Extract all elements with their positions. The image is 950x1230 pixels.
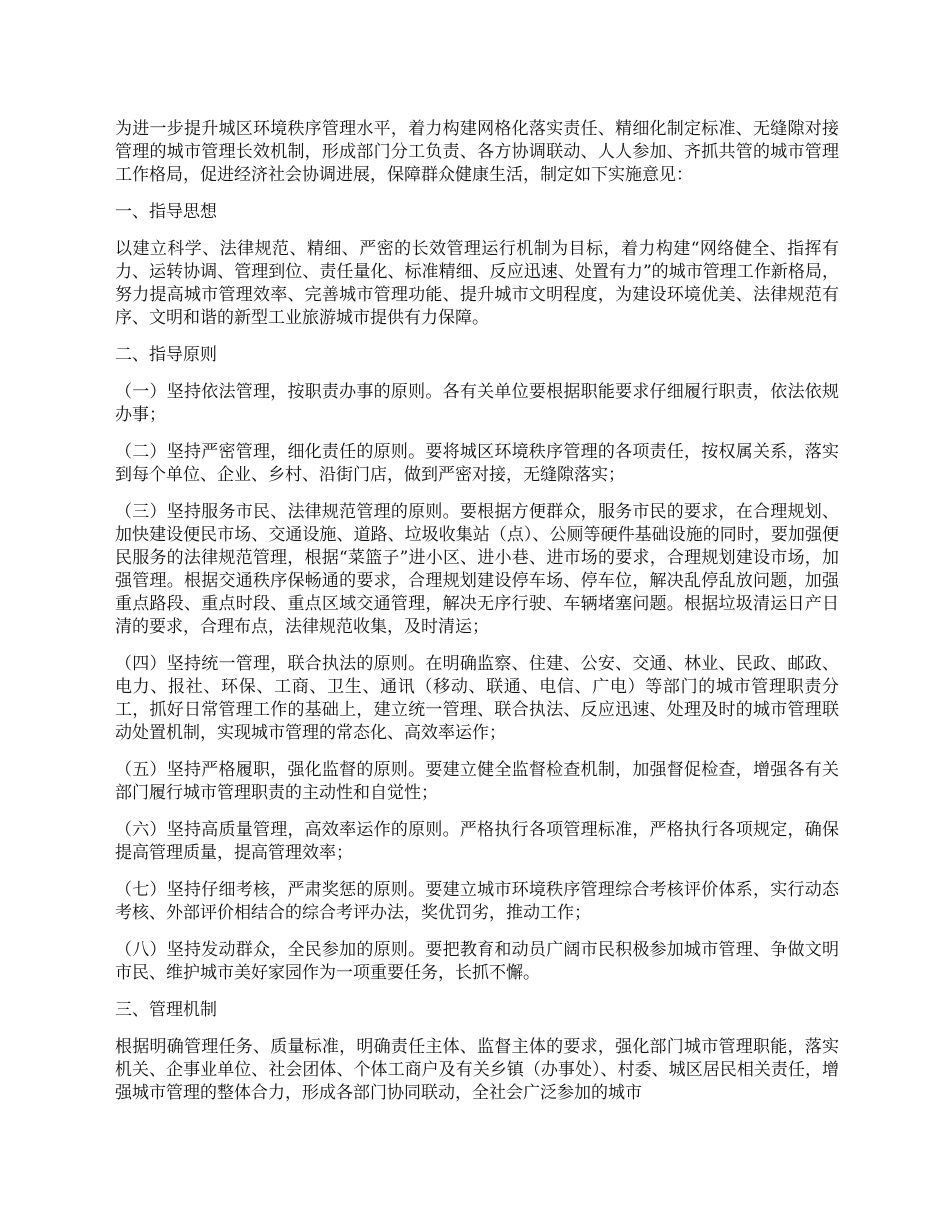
principle-8-paragraph: （八）坚持发动群众，全民参加的原则。要把教育和动员广阔市民积极参加城市管理、争做文明市民、维护城市美好家园作为一项重要任务，长抓不懈。: [115, 940, 839, 983]
section-heading-management-mechanism: 三、管理机制: [115, 1000, 217, 1020]
principle-2-paragraph: （二）坚持严密管理，细化责任的原则。要将城区环境秩序管理的各项责任，按权属关系，落实到每个单位、企业、乡村、沿街门店，做到严密对接，无缝隙落实；: [115, 442, 839, 485]
intro-paragraph: 为进一步提升城区环境秩序管理水平，着力构建网格化落实责任、精细化制定标准、无缝隙对接管理的城市管理长效机制，形成部门分工负责、各方协调联动、人人参加、齐抓共管的城市管理工作格局，促进经济社会协调进展，保障群众健康生活，制定如下实施意见：: [115, 119, 839, 185]
section-heading-guiding-ideology: 一、指导思想: [115, 202, 217, 222]
management-mechanism-paragraph: 根据明确管理任务、质量标准，明确责任主体、监督主体的要求，强化部门城市管理职能，落实机关、企事业单位、社会团体、个体工商户及有关乡镇（办事处）、村委、城区居民相关责任，增强城市管理的整体合力，形成各部门协同联动，全社会广泛参加的城市: [115, 1037, 839, 1103]
document-body: [115, 118, 839, 1119]
principle-1-paragraph: （一）坚持依法管理，按职责办事的原则。各有关单位要根据职能要求仔细履行职责，依法依规办事；: [115, 382, 839, 425]
section-heading-guiding-principles: 二、指导原则: [115, 345, 217, 365]
guiding-ideology-paragraph: 以建立科学、法律规范、精细、严密的长效管理运行机制为目标，着力构建“网络健全、指挥有力、运转协调、管理到位、责任量化、标准精细、反应迅速、处置有力”的城市管理工作新格局，努力提高城市管理效率、完善城市管理功能、提升城市文明程度，为建设环境优美、法律规范有序、文明和谐的新型工业旅游城市提供有力保障。: [115, 239, 839, 328]
principle-4-paragraph: （四）坚持统一管理，联合执法的原则。在明确监察、住建、公安、交通、林业、民政、邮政、电力、报社、环保、工商、卫生、通讯（移动、联通、电信、广电）等部门的城市管理职责分工，抓好日常管理工作的基础上，建立统一管理、联合执法、反应迅速、处理及时的城市管理联动处置机制，实现城市管理的常态化、高效率运作；: [115, 654, 839, 743]
principle-6-paragraph: （六）坚持高质量管理，高效率运作的原则。严格执行各项管理标准，严格执行各项规定，确保提高管理质量，提高管理效率；: [115, 820, 839, 863]
principle-7-paragraph: （七）坚持仔细考核，严肃奖惩的原则。要建立城市环境秩序管理综合考核评价体系，实行动态考核、外部评价相结合的综合考评办法，奖优罚劣，推动工作；: [115, 880, 839, 923]
principle-5-paragraph: （五）坚持严格履职，强化监督的原则。要建立健全监督检查机制，加强督促检查，增强各有关部门履行城市管理职责的主动性和自觉性；: [115, 760, 839, 803]
principle-3-paragraph: （三）坚持服务市民、法律规范管理的原则。要根据方便群众，服务市民的要求，在合理规划、加快建设便民市场、交通设施、道路、垃圾收集站（点）、公厕等硬件基础设施的同时，要加强便民服务的法律规范管理，根据“菜篮子”进小区、进小巷、进市场的要求，合理规划建设市场，加强管理。根据交通秩序保畅通的要求，合理规划建设停车场、停车位，解决乱停乱放问题，加强重点路段、重点时段、重点区域交通管理，解决无序行驶、车辆堵塞问题。根据垃圾清运日产日清的要求，合理布点，法律规范收集，及时清运；: [115, 502, 839, 637]
